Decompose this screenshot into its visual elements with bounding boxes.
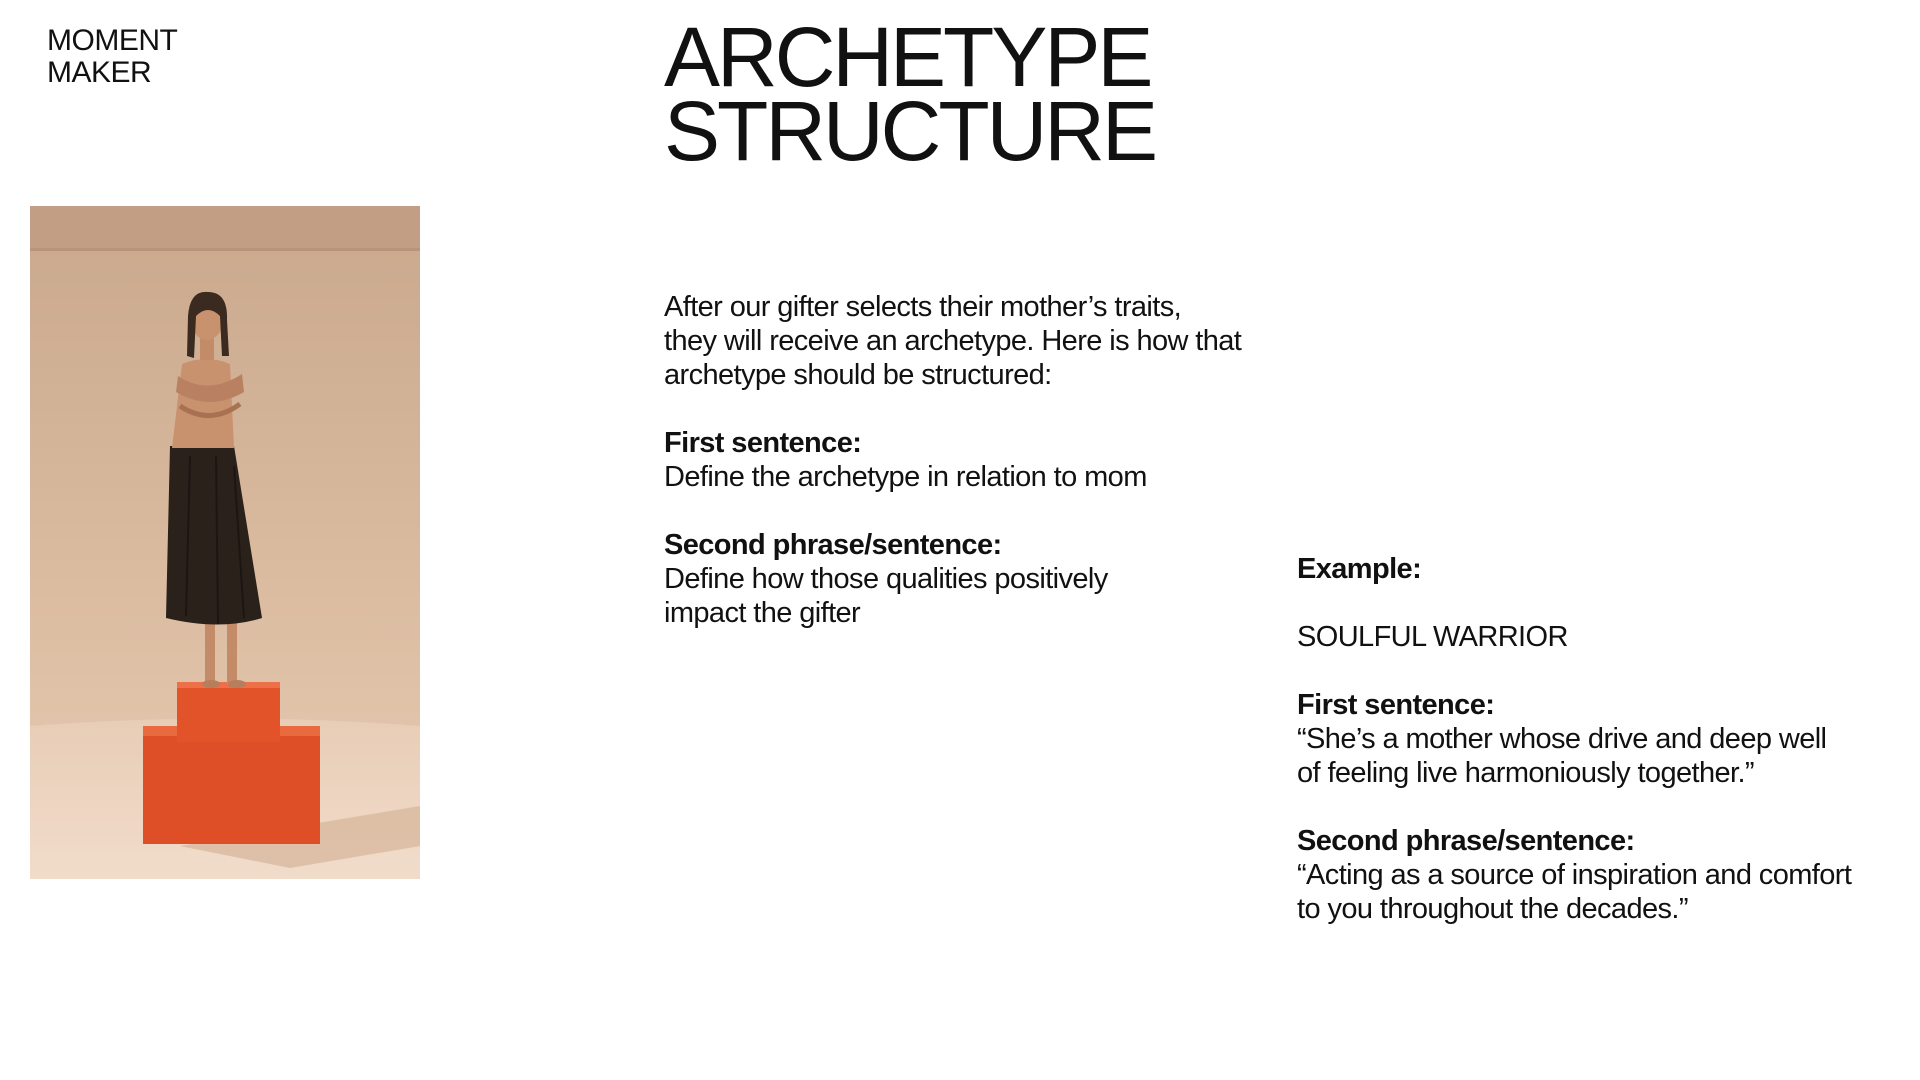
example-first-line: “She’s a mother whose drive and deep well [1297,723,1827,755]
second-sentence-label: Second phrase/sentence: [664,529,1002,561]
title-line-1: ARCHETYPE [664,10,1151,104]
example-heading: Example: [1297,553,1422,585]
woman-on-orange-pedestal-photo [30,206,420,879]
example-second-label: Second phrase/sentence: [1297,825,1635,857]
brand-line-1: MOMENT [47,24,178,57]
example-second-line: “Acting as a source of inspiration and comfort [1297,859,1852,891]
brand-line-2: MAKER [47,56,152,89]
brand-logo [47,25,177,89]
example-first-line: of feeling live harmoniously together.” [1297,757,1754,789]
intro-block [664,290,1264,630]
second-sentence-line: impact the gifter [664,597,861,629]
intro-line: they will receive an archetype. Here is how that [664,325,1242,357]
first-sentence-text: Define the archetype in relation to mom [664,461,1147,493]
page-title [664,10,1155,178]
intro-paragraph [664,290,1264,392]
intro-line: archetype should be structured: [664,359,1052,391]
second-sentence-rule [664,528,1264,630]
example-block [1297,552,1897,926]
intro-line: After our gifter selects their mother’s traits, [664,291,1182,323]
archetype-name: SOULFUL WARRIOR [1297,621,1568,653]
example-first-sentence [1297,688,1897,790]
example-first-label: First sentence: [1297,689,1495,721]
first-sentence-rule [664,426,1264,494]
example-second-line: to you throughout the decades.” [1297,893,1688,925]
second-sentence-line: Define how those qualities positively [664,563,1108,595]
example-second-sentence [1297,824,1897,926]
title-line-2: STRUCTURE [664,84,1155,178]
first-sentence-label: First sentence: [664,427,862,459]
